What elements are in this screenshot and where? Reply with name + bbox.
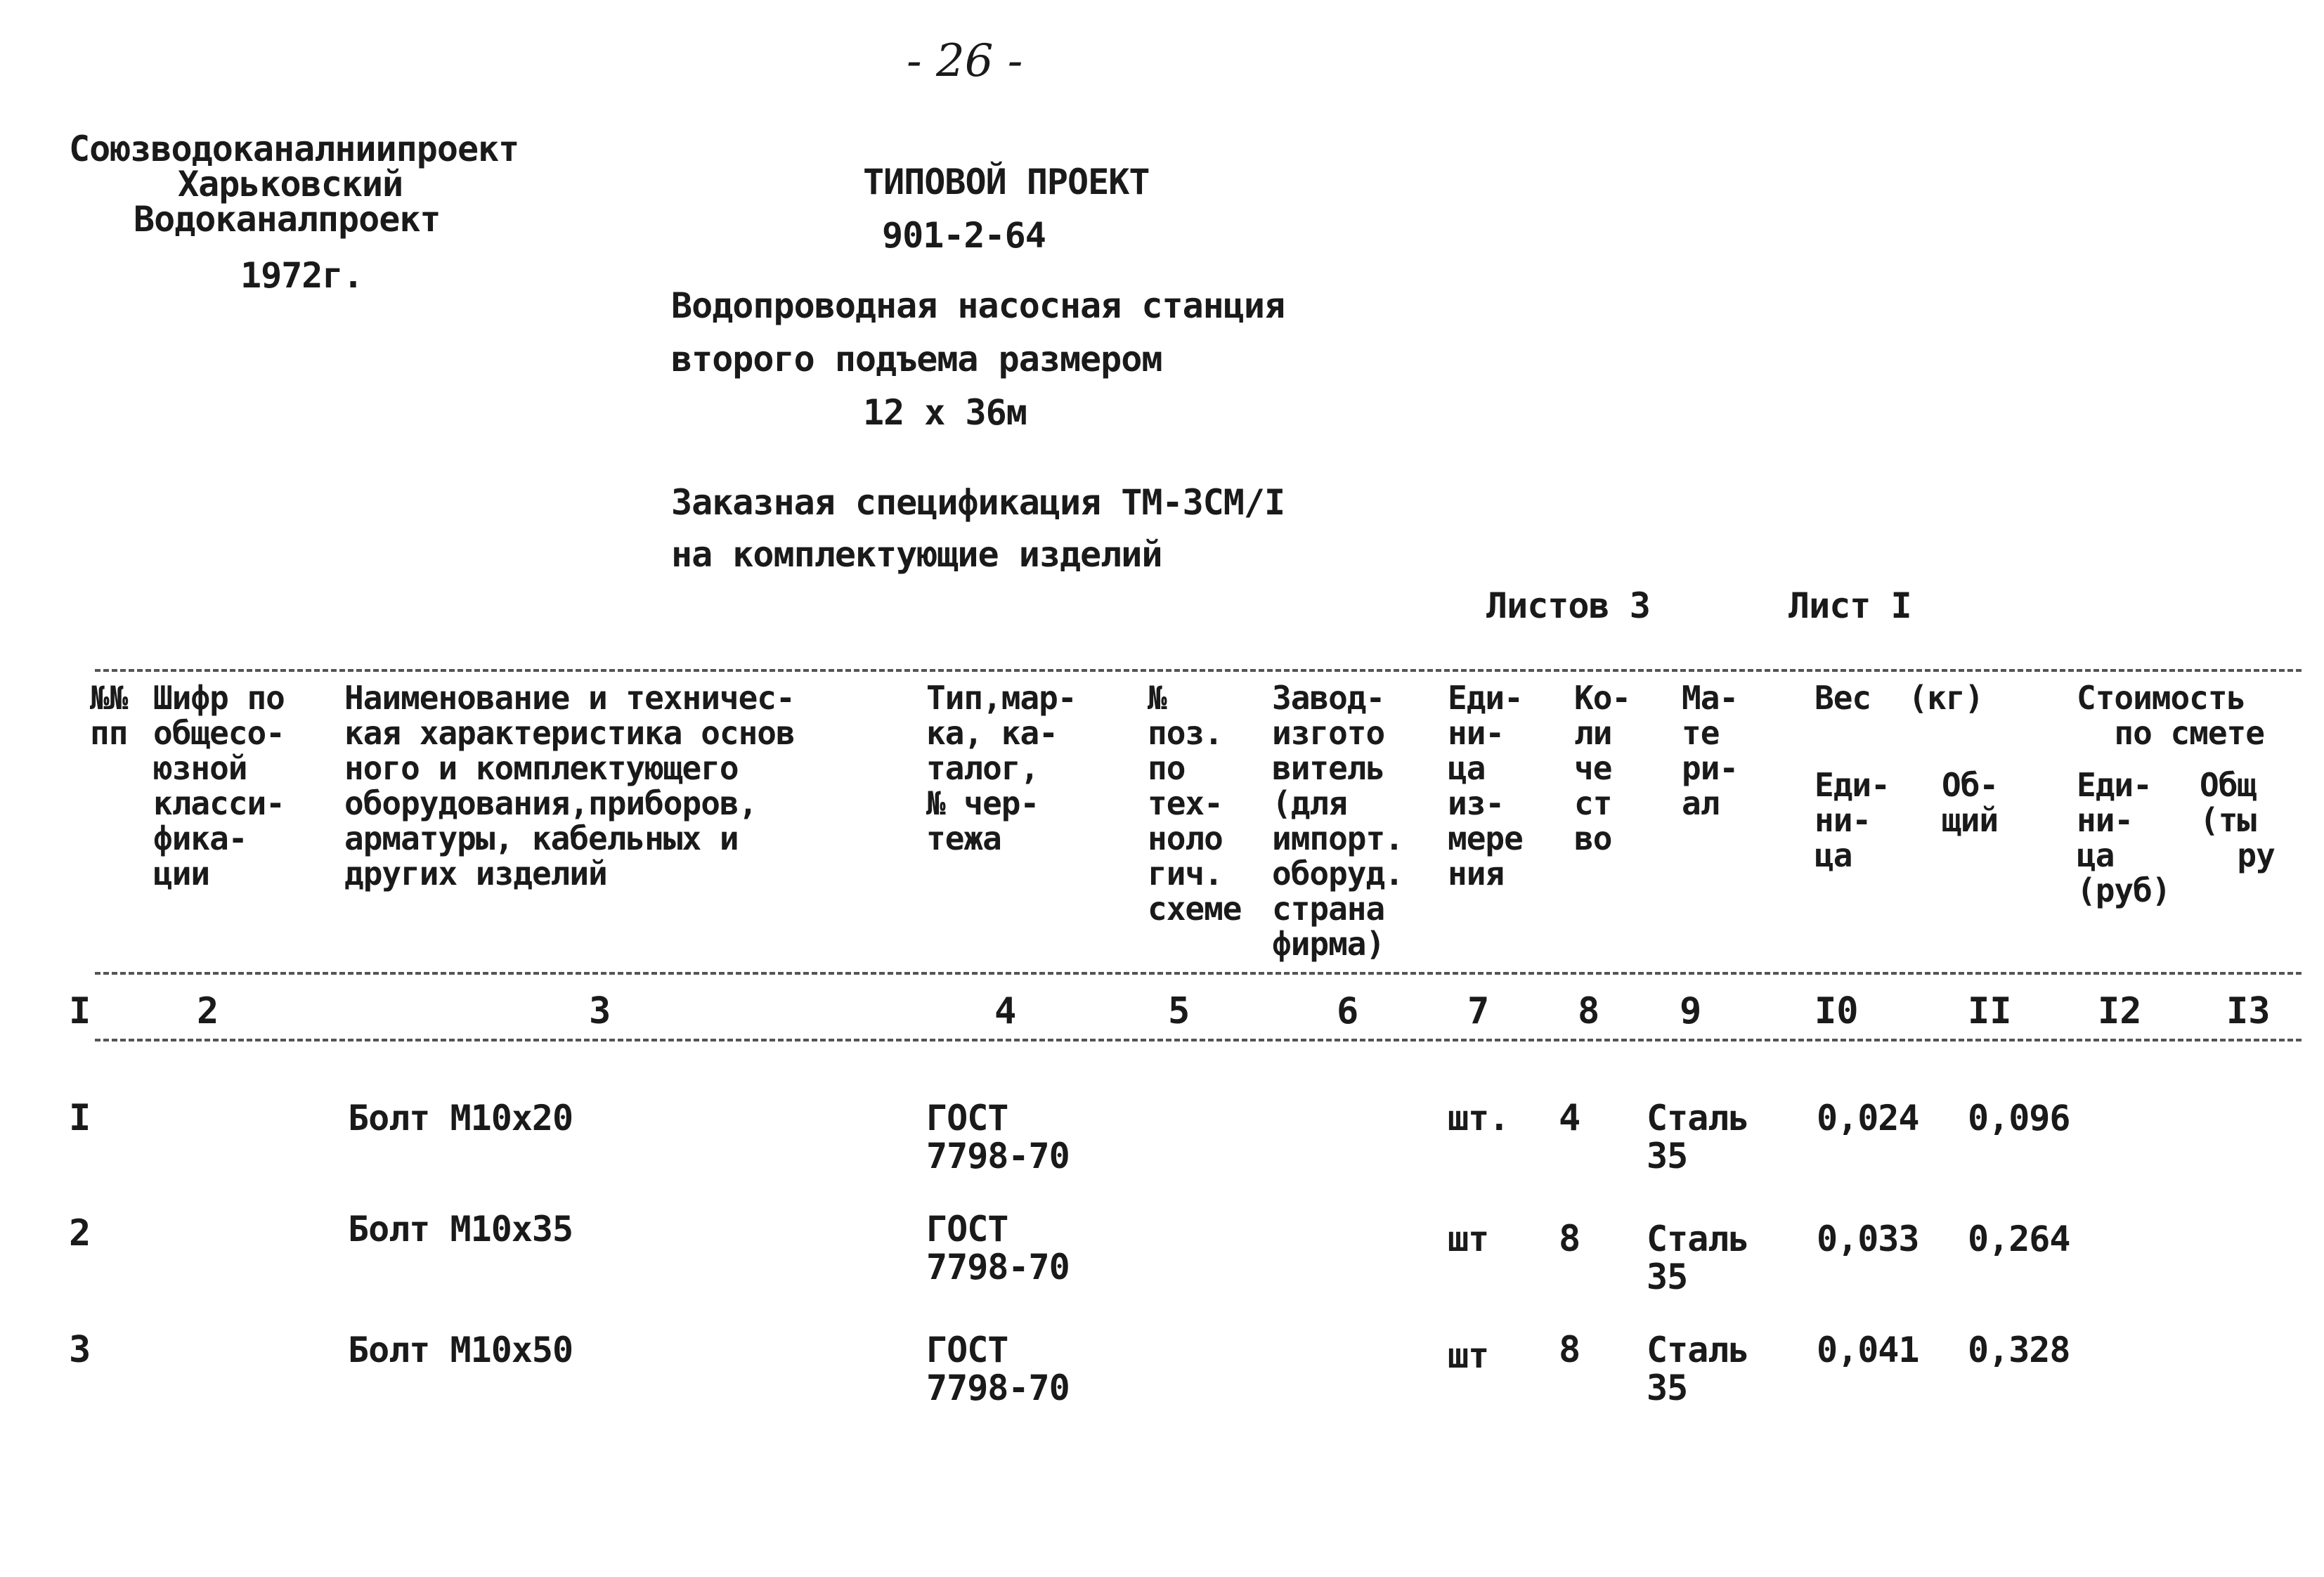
header-manufacturer: Завод- изгото витель (для импорт. оборуд. страна фирма) bbox=[1272, 679, 1403, 963]
org-line-3: Водоканалпроект bbox=[134, 199, 441, 240]
row-1-type: ГОСТ 7798-70 bbox=[926, 1098, 1070, 1176]
row-1-weight-total: 0,096 bbox=[1968, 1098, 2070, 1138]
row-3-material: Сталь 35 bbox=[1647, 1330, 1749, 1408]
row-2-material: Сталь 35 bbox=[1647, 1219, 1749, 1297]
project-desc-2: второго подъема размером bbox=[671, 339, 1162, 379]
header-material: Ма- те ри- ал bbox=[1682, 679, 1739, 822]
header-weight: Вес (кг) bbox=[1815, 679, 1984, 717]
header-cost-unit: Еди- ни- ца (руб) bbox=[2077, 766, 2171, 909]
row-1-unit: шт. bbox=[1448, 1098, 1510, 1138]
header-bottom-rule bbox=[95, 972, 2302, 975]
col-num-5: 5 bbox=[1168, 990, 1190, 1032]
row-2-type: ГОСТ 7798-70 bbox=[926, 1209, 1070, 1287]
header-classifier-code: Шифр по общесо- юзной класси- фика- ции bbox=[153, 679, 285, 893]
org-line-1: Союзводоканалниипроект bbox=[69, 129, 519, 169]
spec-title-1: Заказная спецификация ТМ-3СМ/I bbox=[671, 482, 1285, 523]
sheet-current: Лист I bbox=[1789, 585, 1911, 626]
project-desc-1: Водопроводная насосная станция bbox=[671, 285, 1285, 326]
row-3-weight-total: 0,328 bbox=[1968, 1330, 2070, 1370]
header-quantity: Ко- ли че ст во bbox=[1574, 679, 1631, 857]
row-2-number: 2 bbox=[69, 1212, 91, 1254]
row-1-weight-unit: 0,024 bbox=[1817, 1098, 1919, 1138]
col-num-8: 8 bbox=[1578, 990, 1600, 1032]
header-weight-total: Об- щий bbox=[1942, 766, 1999, 839]
col-num-4: 4 bbox=[994, 990, 1017, 1032]
row-1-material: Сталь 35 bbox=[1647, 1098, 1749, 1176]
header-row-number: №№ пп bbox=[90, 679, 128, 752]
col-num-12: I2 bbox=[2098, 990, 2142, 1032]
org-line-2: Харьковский bbox=[178, 164, 403, 205]
row-2-unit: шт bbox=[1448, 1219, 1489, 1259]
col-num-3: 3 bbox=[589, 990, 611, 1032]
org-year: 1972г. bbox=[240, 255, 363, 296]
col-num-10: I0 bbox=[1815, 990, 1859, 1032]
header-unit: Еди- ни- ца из- мере ния bbox=[1448, 679, 1523, 893]
row-3-type: ГОСТ 7798-70 bbox=[926, 1330, 1070, 1408]
col-num-13: I3 bbox=[2226, 990, 2271, 1032]
row-2-weight-unit: 0,033 bbox=[1817, 1219, 1919, 1259]
col-num-1: I bbox=[69, 990, 91, 1032]
header-type: Тип,мар- ка, ка- талог, № чер- тежа bbox=[926, 679, 1077, 857]
col-num-6: 6 bbox=[1337, 990, 1359, 1032]
table-top-rule bbox=[95, 669, 2302, 672]
row-1-name: Болт М10х20 bbox=[348, 1098, 573, 1138]
header-name: Наименование и техничес- кая характеристика основ ного и комплектующего оборудования,приборов, арматуры, кабельных и других изделий bbox=[344, 679, 795, 893]
row-2-weight-total: 0,264 bbox=[1968, 1219, 2070, 1259]
sheets-total: Листов 3 bbox=[1486, 585, 1650, 626]
project-code: 901-2-64 bbox=[882, 215, 1046, 256]
col-num-7: 7 bbox=[1467, 990, 1490, 1032]
header-cost-total: Общ (ты ру bbox=[2200, 766, 2275, 874]
row-3-weight-unit: 0,041 bbox=[1817, 1330, 1919, 1370]
row-2-qty: 8 bbox=[1559, 1218, 1581, 1260]
header-cost: Стоимость по смете bbox=[2077, 679, 2264, 752]
col-num-11: II bbox=[1968, 990, 2012, 1032]
col-num-2: 2 bbox=[197, 990, 219, 1032]
header-weight-unit: Еди- ни- ца bbox=[1815, 766, 1890, 874]
header-position: № поз. по тех- ноло гич. схеме bbox=[1148, 679, 1242, 928]
row-3-number: 3 bbox=[69, 1329, 91, 1371]
row-1-number: I bbox=[69, 1097, 91, 1139]
spec-title-2: на комплектующие изделий bbox=[671, 534, 1162, 575]
row-2-name: Болт М10х35 bbox=[348, 1209, 573, 1250]
row-3-unit: шт bbox=[1448, 1335, 1489, 1376]
project-title: ТИПОВОЙ ПРОЕКТ bbox=[863, 162, 1150, 202]
page-number: - 26 - bbox=[907, 35, 1023, 87]
project-desc-3: 12 х 36м bbox=[863, 392, 1027, 433]
col-num-9: 9 bbox=[1680, 990, 1702, 1032]
row-3-name: Болт М10х50 bbox=[348, 1330, 573, 1370]
row-1-qty: 4 bbox=[1559, 1097, 1581, 1139]
row-3-qty: 8 bbox=[1559, 1329, 1581, 1371]
col-num-bottom-rule bbox=[95, 1039, 2302, 1041]
